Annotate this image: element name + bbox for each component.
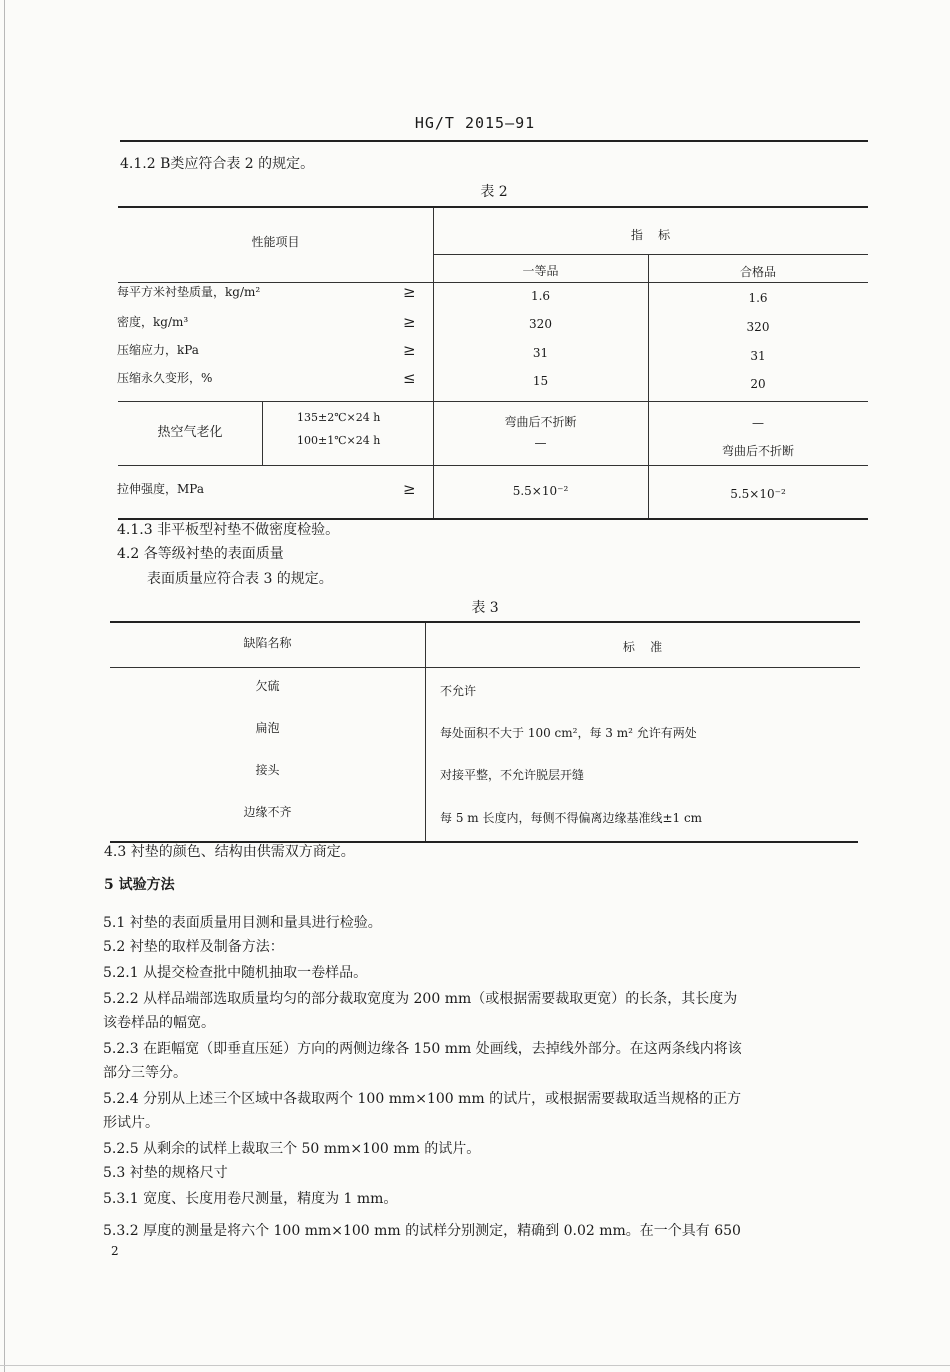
table-row-std: 每处面积不大于 100 cm²，每 3 m² 允许有两处 xyxy=(440,726,697,740)
table-row-op: ≥ xyxy=(403,283,416,301)
table-row-name: 密度，kg/m³ xyxy=(117,315,189,329)
clause-4-3: 4.3 衬垫的颜色、结构由供需双方商定。 xyxy=(104,844,355,860)
table2-tensile-name: 拉伸强度，MPa xyxy=(117,482,204,496)
scan-edge-left xyxy=(4,0,5,1372)
table2-tensile-op: ≥ xyxy=(403,480,416,498)
clause-5-3-2: 5.3.2 厚度的测量是将六个 100 mm×100 mm 的试样分别测定，精确到 0.02 mm。在一个具有 650 xyxy=(103,1223,741,1239)
clause-4-2-text: 表面质量应符合表 3 的规定。 xyxy=(147,571,333,587)
scan-edge-bottom xyxy=(0,1365,950,1366)
table-row-defect: 边缘不齐 xyxy=(243,805,292,819)
table3-header-rule xyxy=(110,667,860,668)
table2-aging-pass1: — xyxy=(752,416,764,430)
table-row-pass: 20 xyxy=(750,377,766,391)
table2-aging-top-rule xyxy=(118,401,868,402)
table3-col-std: 标 准 xyxy=(622,640,663,654)
table-row-name: 压缩应力，kPa xyxy=(117,343,199,357)
table-row-pass: 31 xyxy=(750,349,766,363)
clause-5-2-3-line1: 5.2.3 在距幅宽（即垂直压延）方向的两侧边缘各 150 mm 处画线，去掉线外部分。在这两条线内将该 xyxy=(103,1041,742,1057)
table-row-op: ≥ xyxy=(403,313,416,331)
clause-4-1-2: 4.1.2 B类应符合表 2 的规定。 xyxy=(120,156,315,172)
clause-5-2-4-line2: 形试片。 xyxy=(103,1115,159,1131)
table-row-std: 不允许 xyxy=(440,684,477,698)
clause-5-2-3-line2: 部分三等分。 xyxy=(103,1065,187,1081)
table-row-defect: 接头 xyxy=(255,763,280,777)
table-row-op: ≤ xyxy=(403,369,416,387)
clause-5-3-1: 5.3.1 宽度、长度用卷尺测量，精度为 1 mm。 xyxy=(103,1191,398,1207)
table-row-first: 15 xyxy=(532,374,549,388)
page-number: 2 xyxy=(111,1244,119,1258)
table2-aging-name: 热空气老化 xyxy=(157,425,223,440)
table-row-defect: 扁泡 xyxy=(255,721,280,735)
clause-5-2-2-line1: 5.2.2 从样品端部选取质量均匀的部分裁取宽度为 200 mm（或根据需要裁取更宽）的长条，其长度为 xyxy=(103,991,738,1007)
clause-5-1: 5.1 衬垫的表面质量用目测和量具进行检验。 xyxy=(103,915,382,931)
table-row-name: 每平方米衬垫质量，kg/m² xyxy=(117,285,261,299)
clause-5-2: 5.2 衬垫的取样及制备方法： xyxy=(103,939,284,955)
table2-aging-divider xyxy=(262,401,263,465)
table2-aging-cond2: 100±1℃×24 h xyxy=(297,434,381,447)
table2-aging-cond1: 135±2℃×24 h xyxy=(297,411,381,424)
clause-4-1-3: 4.1.3 非平板型衬垫不做密度检验。 xyxy=(117,522,340,538)
clause-5-2-4-line1: 5.2.4 分别从上述三个区域中各裁取两个 100 mm×100 mm 的试片，或根据需要裁取适当规格的正方 xyxy=(103,1091,742,1107)
section-5-heading: 5 试验方法 xyxy=(104,877,175,893)
clause-5-2-1: 5.2.1 从提交检查批中随机抽取一卷样品。 xyxy=(103,965,368,981)
table3-col-defect: 缺陷名称 xyxy=(243,636,292,650)
table2-aging-first2: — xyxy=(534,436,547,450)
table-row-op: ≥ xyxy=(403,341,416,359)
clause-4-2: 4.2 各等级衬垫的表面质量 xyxy=(117,546,284,562)
table2-aging-first1: 弯曲后不折断 xyxy=(504,415,577,429)
table2-tensile-first: 5.5×10⁻² xyxy=(512,484,569,498)
table-row-name: 压缩永久变形，% xyxy=(117,371,213,385)
table3-caption: 表 3 xyxy=(471,600,499,616)
table2-col-index: 指 标 xyxy=(630,228,671,242)
table2-col-first: 一等品 xyxy=(522,264,559,278)
table-row-pass: 320 xyxy=(746,320,770,334)
table2-caption: 表 2 xyxy=(480,184,508,200)
table2-col-property: 性能项目 xyxy=(251,235,300,249)
clause-5-2-5: 5.2.5 从剩余的试样上裁取三个 50 mm×100 mm 的试片。 xyxy=(103,1141,481,1157)
table-row-first: 320 xyxy=(529,317,552,331)
table-row-std: 每 5 m 长度内，每侧不得偏离边缘基准线±1 cm xyxy=(440,811,703,825)
table-row-first: 31 xyxy=(532,346,549,360)
clause-5-3: 5.3 衬垫的规格尺寸 xyxy=(103,1165,228,1181)
table2-top-rule xyxy=(118,206,868,208)
table-row-defect: 欠硫 xyxy=(255,679,280,693)
table3-top-rule xyxy=(110,621,860,623)
table2-tensile-top-rule xyxy=(118,465,868,466)
page-header: HG/T 2015—91 xyxy=(414,114,536,132)
table2-aging-pass2: 弯曲后不折断 xyxy=(721,444,794,458)
table2-tensile-pass: 5.5×10⁻² xyxy=(730,487,786,501)
table-row-first: 1.6 xyxy=(530,289,551,303)
table3-divider xyxy=(425,623,426,843)
table2-index-rule xyxy=(433,254,868,255)
header-rule xyxy=(120,140,868,142)
table2-col-pass: 合格品 xyxy=(739,265,776,279)
table-row-std: 对接平整，不允许脱层开缝 xyxy=(440,768,585,782)
table2-bottom-rule xyxy=(118,518,868,520)
clause-5-2-2-line2: 该卷样品的幅宽。 xyxy=(103,1015,215,1031)
table-row-pass: 1.6 xyxy=(748,291,768,305)
